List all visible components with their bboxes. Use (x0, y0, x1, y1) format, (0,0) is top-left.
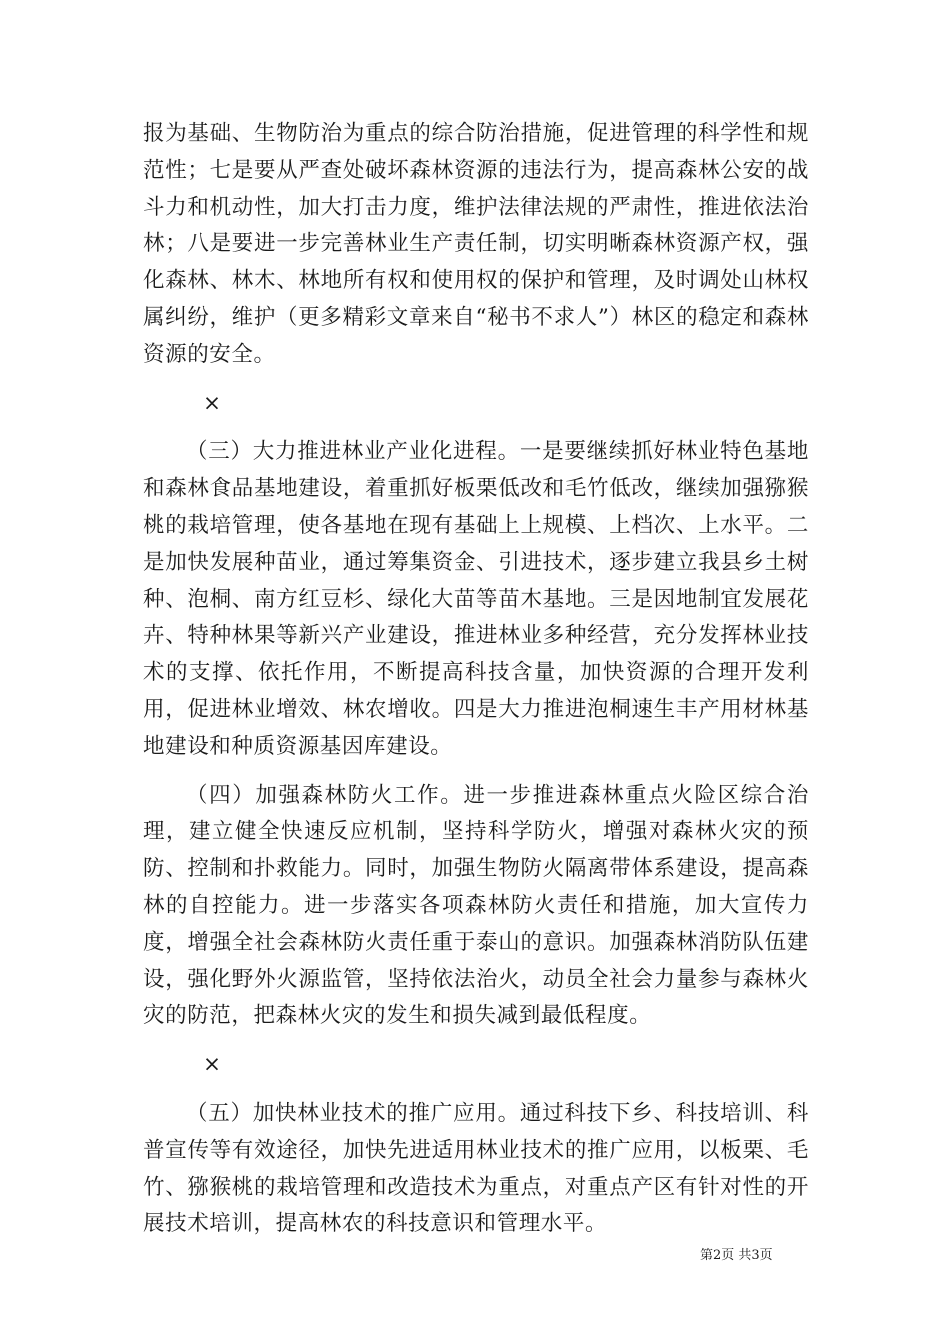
cross-marker: × (203, 390, 222, 416)
cross-marker: × (203, 1052, 222, 1078)
paragraph-continuation: 报为基础、生物防治为重点的综合防治措施，促进管理的科学性和规范性；七是要从严查处破坏森林资源的违法行为，提高森林公安的战斗力和机动性，加大打击力度，维护法律法规的严肃性，推进依法治林；八是要进一步完善林业生产责任制，切实明晰森林资源产权，强化森林、林木、林地所有权和使用权的保护和管理，及时调处山林权属纠纷，维护（更多精彩文章来自“秘书不求人”）林区的稳定和森林资源的安全。 (143, 121, 809, 367)
paragraph-section-three: （三）大力推进林业产业化进程。一是要继续抓好林业特色基地和森林食品基地建设，着重抓好板栗低改和毛竹低改，继续加强猕猴桃的栽培管理，使各基地在现有基础上上规模、上档次、上水平。二是加快发展种苗业，通过筹集资金、引进技术，逐步建立我县乡土树种、泡桐、南方红豆杉、绿化大苗等苗木基地。三是因地制宜发展花卉、特种林果等新兴产业建设，推进林业多种经营，充分发挥林业技术的支撑、依托作用，不断提高科技含量，加快资源的合理开发利用，促进林业增效、林农增收。四是大力推进泡桐速生丰产用材林基地建设和种质资源基因库建设。 (143, 439, 809, 759)
paragraph-section-five: （五）加快林业技术的推广应用。通过科技下乡、科技培训、科普宣传等有效途径，加快先进适用林业技术的推广应用，以板栗、毛竹、猕猴桃的栽培管理和改造技术为重点，对重点产区有针对性的开展技术培训，提高林农的科技意识和管理水平。 (143, 1100, 809, 1237)
document-body (143, 116, 809, 1255)
page-number-footer: 第2页 共3页 (700, 1248, 773, 1263)
paragraph-section-four: （四）加强森林防火工作。进一步推进森林重点火险区综合治理，建立健全快速反应机制，坚持科学防火，增强对森林火灾的预防、控制和扑救能力。同时，加强生物防火隔离带体系建设，提高森林的自控能力。进一步落实各项森林防火责任和措施，加大宣传力度，增强全社会森林防火责任重于泰山的意识。加强森林消防队伍建设，强化野外火源监管，坚持依法治火，动员全社会力量参与森林火灾的防范，把森林火灾的发生和损失减到最低程度。 (143, 782, 809, 1029)
